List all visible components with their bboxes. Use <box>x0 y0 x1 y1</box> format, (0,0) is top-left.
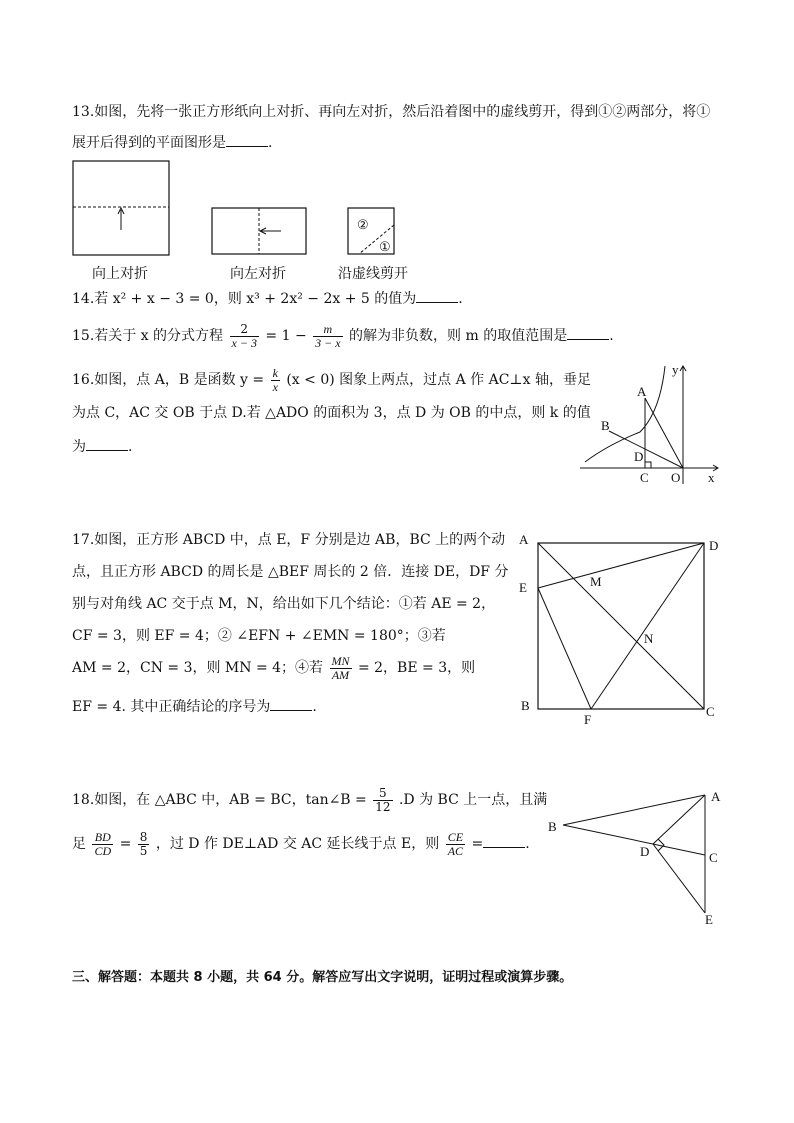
q13-cut-figure <box>347 207 395 255</box>
q16-label-x: x <box>708 470 715 485</box>
q17-line6: EF = 4. 其中正确结论的序号为 . <box>72 696 317 717</box>
q16-line3: 为 . <box>72 436 132 457</box>
q17-figure <box>515 530 725 726</box>
q16-answer-blank[interactable] <box>86 436 128 451</box>
q18-label-B: B <box>548 819 557 834</box>
section-3-heading: 三、解答题：本题共 8 小题，共 64 分。解答应写出文字说明，证明过程或演算步骤。 <box>72 970 573 985</box>
q13-fold-left-figure <box>211 207 307 255</box>
q17-label-M: M <box>590 574 602 589</box>
q17-line1: 17.如图，正方形 ABCD 中，点 E，F 分别是边 AB，BC 上的两个动 <box>72 532 506 548</box>
q18-figure <box>545 785 730 930</box>
q17-label-D: D <box>709 538 719 553</box>
q18-line1: 18.如图，在 △ABC 中，AB = BC，tan∠B = $\frac{5}{12}$ .D 为 BC 上一点，且满 <box>72 785 548 814</box>
q13-answer-blank[interactable] <box>226 132 268 147</box>
q17-line2: 点，且正方形 ABCD 的周长是 △BEF 周长的 2 倍．连接 DE，DF 分 <box>72 564 509 580</box>
q16-line1: 16.如图，点 A，B 是函数 y = $\frac{k}{x}$ (x < 0) 图象上两点，过点 A 作 AC⊥x 轴，垂足 <box>72 365 591 394</box>
q13-caption-cut: 沿虚线剪开 <box>338 266 408 282</box>
q13-caption-fold-up: 向上对折 <box>92 266 148 282</box>
q17-label-A: A <box>519 532 529 547</box>
q17-line5: AM = 2，CN = 3，则 MN = 4；④若 $\frac{MN}{AM}$ = 2，BE = 3，则 <box>72 653 476 682</box>
q17-line4: CF = 3，则 EF = 4；② ∠EFN + ∠EMN = 180°；③若 <box>72 628 446 644</box>
q13-line1: 13.如图，先将一张正方形纸向上对折、再向左对折，然后沿着图中的虚线剪开，得到①②两部分，将① <box>72 104 711 120</box>
q17-label-E: E <box>519 580 527 595</box>
q16-label-y: y <box>672 362 679 377</box>
q16-label-B: B <box>601 418 610 433</box>
q16-label-O: O <box>671 470 681 485</box>
q18-label-D: D <box>640 844 650 859</box>
q15-text: 15.若关于 x 的分式方程 $\frac{2}{x - 3}$ = 1 − $\frac{m}{3 - x}$ 的解为非负数，则 m 的取值范围是 . <box>72 321 614 350</box>
q16-label-C: C <box>640 470 649 485</box>
q13-line2: 展开后得到的平面图形是 . <box>72 132 272 153</box>
q13-fold-up-figure <box>72 160 170 256</box>
q17-label-B: B <box>521 698 530 713</box>
q14-answer-blank[interactable] <box>416 288 458 303</box>
q18-label-A: A <box>711 789 721 804</box>
q16-line2: 为点 C，AC 交 OB 于点 D.若 △ADO 的面积为 3，点 D 为 OB 的中点，则 k 的值 <box>72 405 591 421</box>
q17-label-F: F <box>584 712 592 727</box>
q16-figure <box>575 362 725 488</box>
q18-answer-blank[interactable] <box>483 833 525 848</box>
q16-label-A: A <box>637 384 647 399</box>
q18-label-E: E <box>705 912 713 927</box>
q18-line2: 足 $\frac{BD}{CD}$ = $\frac{8}{5}$ ，过 D 作 DE⊥AD 交 AC 延长线于点 E，则 $\frac{CE}{AC}$ = . <box>72 829 530 858</box>
q17-line3: 别与对角线 AC 交于点 M，N，给出如下几个结论：①若 AE = 2， <box>72 596 496 612</box>
q18-label-C: C <box>709 850 718 865</box>
q16-label-D: D <box>634 449 644 464</box>
q17-label-N: N <box>644 631 654 646</box>
q13-piece-2-label: ② <box>357 217 369 232</box>
q13-caption-fold-left: 向左对折 <box>230 266 286 282</box>
q13-piece-1-label: ① <box>379 239 391 254</box>
q14-text: 14.若 x² + x − 3 = 0，则 x³ + 2x² − 2x + 5 的值为 . <box>72 288 463 309</box>
q15-answer-blank[interactable] <box>567 325 609 340</box>
q17-label-C: C <box>706 704 715 719</box>
q17-answer-blank[interactable] <box>270 696 312 711</box>
